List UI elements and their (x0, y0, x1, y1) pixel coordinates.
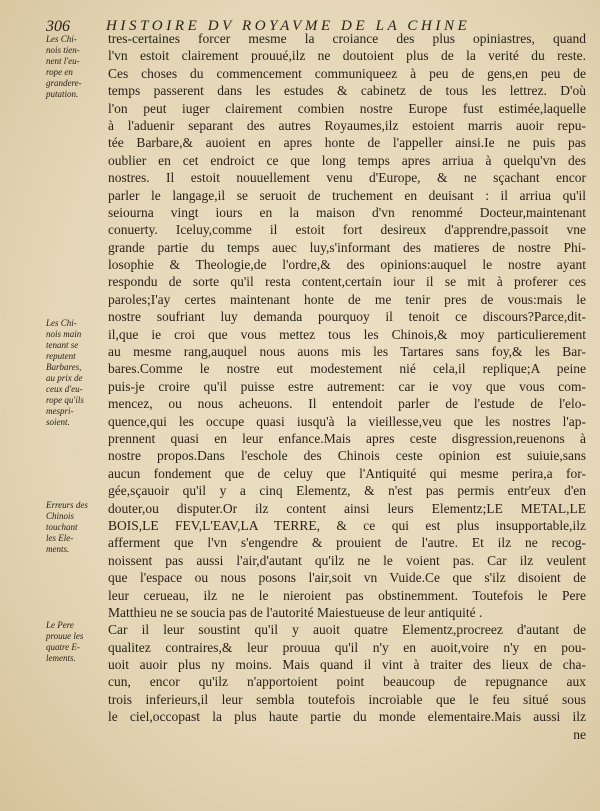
text-line: bares.Comme le nostre eut modestement nié cela,il replique;A peine (108, 361, 586, 377)
text-line: paroles;I'ay certes maintenant honte de me tenir pres de vous:mais le (108, 291, 586, 307)
text-line: respondu de sorte qu'il resta content,certain iour il se mit à proferer ces (108, 274, 586, 290)
margin-note (46, 318, 108, 428)
text-line: noissent pas aussi l'air,d'autant qu'ilz ne le voient pas. Car ilz veulent (108, 552, 586, 568)
margin-note-text: Le Pere prouue les quatre E- lements. (46, 620, 84, 663)
text-line: gée,sçauoir qu'il y a cinq Elementz, & n'est pas permis entr'eux d'en (108, 483, 586, 499)
text-line: il,que ie croi que vous mettez tous les Chinois,& moy particulierement (108, 326, 586, 342)
page-number: 306 (46, 18, 70, 35)
text-line: parler le langage,il se seruoit de truchement en deuisant : il arriua qu'il (108, 187, 586, 203)
text-line: temps passerent dans les estudes & cabinetz de tous les lettrez. D'où (108, 83, 586, 99)
text-line: uoit auoir plus ny moins. Mais quand il vint à traiter des lieux de cha- (108, 657, 586, 673)
text-line: à l'aduenir separant des autres Royaumes,ilz estoient marris auoir repu- (108, 117, 586, 133)
text-line: nostres. Il estoit nouuellement venu d'Europe, & ne sçachant encor (108, 170, 586, 186)
text-line: tres-certaines forcer mesme la croiance des plus opiniastres, quand (108, 31, 586, 46)
text-line: tée Barbare,& auoient en apres honte de l'appeller ainsi.Ie ne puis pas (108, 135, 586, 151)
text-line: ne (573, 726, 586, 742)
text-line: losophie & Theologie,de l'ordre,& des opinions:auquel le nostre ayant (108, 257, 586, 273)
text-line: quence,qui les occupe quasi iusqu'à la vieillesse,veu que les nostres l'ap- (108, 413, 586, 429)
text-line: grande partie du temps auec luy,s'informant des matieres de nostre Phi- (108, 239, 586, 255)
text-line: qualitez contraires,& leur prouua qu'il n'y en auoit,voire n'y en pou- (108, 639, 586, 655)
text-line: conuerty. Iceluy,comme il estoit fort desireux d'apprendre,passoit vne (108, 222, 586, 238)
text-line: douter,ou disputer.Or ilz content ainsi leurs Elementz;LE METAL,LE (108, 500, 586, 516)
text-line: afferment que l'vn s'engendre & prouient de l'autre. Et ilz ne recog- (108, 535, 586, 551)
text-line: l'vn estoit clairement prouué,ilz ne doutoient plus de la verité du reste. (108, 48, 586, 64)
text-line: l'on peut iuger clairement combien nostre Europe fust estimée,laquelle (108, 100, 586, 116)
text-line: BOIS,LE FEV,L'EAV,LA TERRE, & ce qui est plus insupportable,ilz (108, 517, 586, 533)
text-line: que l'espace ou nous posons l'air,soit vn Vuide.Ce que s'ilz disoient de (108, 570, 586, 586)
text-line: nostre propos.Dans l'eschole des Chinois ceste opinion est suiuie,sans (108, 448, 586, 464)
text-line: au mesme rang,auquel nous auons mis les Tartares sans foy,& les Bar- (108, 344, 586, 360)
text-line: le ciel,occopast la plus haute partie du monde elementaire.Mais aussi ilz (108, 709, 586, 725)
margin-note (46, 620, 108, 664)
text-line: trois inferieurs,il leur sembla toutefois incroiable que le feu situé sous (108, 691, 586, 707)
text-line: Ces choses du commencement communiqueez à peu de gens,en peu de (108, 65, 586, 81)
text-line: puis-je croire qu'il puisse estre autrement: car ie voy que vous com- (108, 378, 586, 394)
text-line: leur cerueau, ilz ne le nieroient pas obstinemment. Toutefois le Pere (108, 587, 586, 603)
margin-note-text: Erreurs des Chinois touchant les Ele- ments. (46, 500, 88, 554)
text-line: Car il leur soustint qu'il y auoit quatre Elementz,procreez d'autant de (108, 622, 586, 638)
text-line: aucun fondement que de celuy que l'Antiquité qui mesme perira,a for- (108, 465, 586, 481)
margin-note-text: Les Chi- nois tien- nent l'eu- rope en grandere- putation. (46, 34, 82, 99)
body-text (108, 30, 586, 743)
text-line: Matthieu ne se soucia pas de l'autorité Maiestueuse de leur antiquité . (108, 604, 483, 620)
text-line: prennent quasi en leur enfance.Mais apres ceste disgression,reuenons à (108, 430, 586, 446)
margin-note (46, 34, 108, 100)
text-line: oublier en cet endroict ce que long temps apres arriua à quelqu'vn des (108, 152, 586, 168)
margin-note (46, 500, 108, 555)
margin-note-text: Les Chi- nois main tenant se reputent Barbares, au prix de ceux d'eu- rope qu'ils mespri- soient. (46, 318, 84, 427)
text-line: cun, encor qu'ilz n'apportoient point beaucoup de repugnance aux (108, 674, 586, 690)
text-line: nostre soufriant luy demanda pourquoy il tenoit ce discours?Parce,dit- (108, 309, 586, 325)
text-line: seiourna vingt iours en la maison d'vn renommé Docteur,maintenant (108, 204, 586, 220)
text-line: mencez, ou nous acheuons. Il entendoit parler de l'estude de l'elo- (108, 396, 586, 412)
running-title: HISTOIRE DV ROYAVME DE LA CHINE (106, 18, 471, 34)
